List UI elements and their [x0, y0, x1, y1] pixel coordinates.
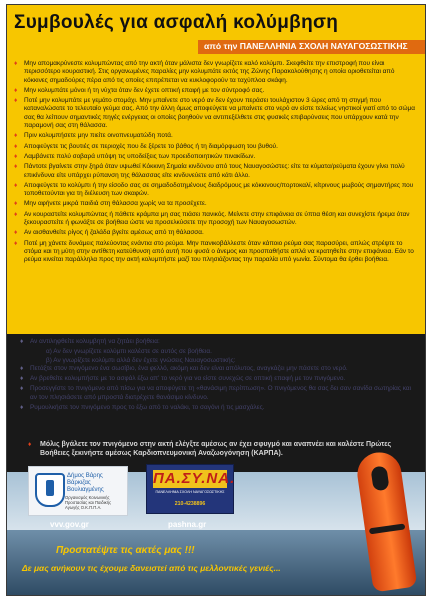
- rescue-tip-item: ♦ Πετάξτε στον πνιγόμενο ένα σωσίβιο, ένα φελλό, ακόμη και δεν είναι απόλυτος, αναγκάζει μην πάσετε στο νερό.: [20, 365, 416, 373]
- slogan-subline: Δε μας ανήκουν τις έχουμε δανειστεί από τις μελλοντικές γενιές...: [22, 563, 281, 573]
- rescue-sub-item: α) Αν δεν γνωρίζετε κολύμπι καλέστε σε αυτός σε βοήθεια.: [46, 348, 212, 356]
- slogan-headline: Προστατέψτε τις ακτές μας !!!: [56, 545, 195, 556]
- tip-item: ♦ Αν κουραστείτε κολυμπώντας ή πάθετε κράμπα μη σας πιάσει πανικός. Μείνετε στην επιφάνεια σε ύπτια θέση και συνεχίστε ήρεμα όταν ξεκουραστείτε ή φωνάξτε σε βοήθεια ώστε να προσελκύσετε την προσοχή των Ναυαγοσωστών.: [14, 211, 418, 228]
- tip-item: ♦ Αποφεύγετε τις βουτιές σε περιοχές που δε ξέρετε το βάθος ή τη διαμόρφωση του βυθού.: [14, 143, 418, 151]
- municipality-title: Βάρης Βάρκιζας Βουλιαγμένης: [67, 473, 104, 493]
- tip-item: ♦ Αν αισθανθείτε ρίγος ή ζαλάδα βγείτε αμέσως από τη θάλασσα.: [14, 229, 418, 237]
- rescue-tip-item: ♦ Αν βρεθείτε κολυμπήστε με το ασφάλ έξω απ' το νερό για να είστε συνεχώς σε οπτική επαφή με τον πνιγόμενο.: [20, 375, 416, 383]
- poster-title: Συμβουλές για ασφαλή κολύμβηση: [14, 12, 339, 33]
- rescue-tube-strap: [369, 523, 405, 534]
- municipality-org-abbr: Ο.Κ.Π.Π.Α.: [80, 505, 102, 510]
- tip-item: ♦ Αποφεύγετε το κολύμπι ή την είσοδο σας σε σημαδοδοτημένους διαδρόμους με κόκκινους/πορτοκαλί, κίτρινους μωβούς σημαντήρες που τοποθετούνται για τη διέλευση των σκαφών.: [14, 182, 418, 199]
- pasyna-phone: 210-4238896: [174, 501, 206, 507]
- rescue-tip-item: ♦ Προσεγγίστε το πνιγόμενο από πίσω για να αποφύγετε τη «θανάσιμη περίπτωση». Ο πνιγόμενος θα σας δει σαν σανίδα σωτηρίας και αν τον πλησιάσετε από μπροστά διατρέχετε θανάσιμο κίνδυνο.: [20, 385, 416, 402]
- rescue-sub-item: β) Αν γνωρίζετε κολύμπι αλλά δεν έχετε γνώσεις Ναυαγοσωστικής:: [46, 356, 236, 364]
- poster-subtitle: από την ΠΑΝΕΛΛΗΝΙΑ ΣΧΟΛΗ ΝΑΥΑΓΟΣΩΣΤΙΚΗΣ: [204, 41, 408, 51]
- tip-item: ♦ Ποτέ μη χάνετε δυνάμεις παλεύοντας ενάντια στο ρεύμα. Μην πανικοβάλλεστε όταν κάποιο ρεύμα σας παρασύρει, απλώς στρέψτε το στόμα και τη μύτη στην αντίθετη κατεύθυνση από αυτή που φυσά ο άνεμος και προσπαθήστε απλά να κρατηθείτε στην επιφάνεια. Εάν το ρεύμα κινείται παράλληλα προς την ακτή κολυμπήστε μαζί του πλησιάζοντας την παραλία υπό γωνία. Σύντομα θα έρθει βοήθεια.: [14, 240, 418, 265]
- tip-item: ♦ Μην απομακρύνεστε κολυμπώντας από την ακτή όταν μάλιστα δεν γνωρίζετε καλό κολύμπι. Σκεφθείτε την επιστροφή που είναι περισσότερο κουραστική. Στις οργανωμένες παραλίες μην κολυμπάτε εκτός της Ζώνης Παρακολούθησης η οποία οριοθετείται από κόκκινες σημαδούρες πέρα από τις οποίες επιτρέπεται να κυκλοφορούν τα ταχύπλοα σκάφη.: [14, 60, 418, 85]
- rescue-tip-item: ♦ Αν αντιληφθείτε κολυμβητή να ζητάει βοήθεια:: [20, 338, 416, 346]
- rescue-tips-list: [20, 338, 416, 414]
- pasyna-wordmark: ΠΑ.ΣΥ.ΝΑ.: [153, 470, 236, 487]
- municipality-url[interactable]: vvv.gov.gr: [50, 520, 89, 529]
- municipality-name: [67, 473, 125, 494]
- rescue-tip-item: ♦ Ρυμουλκήστε τον πνιγόμενο προς το έξω από το ναλάκι, το σαγόνι ή τις μασχάλες.: [20, 404, 416, 412]
- tip-item: ♦ Μην αφήνετε μικρά παιδιά στη θάλασσα χωρίς να τα προσέχετε.: [14, 200, 418, 208]
- pasyna-fullname: ΠΑΝΕΛΛΗΝΙΑ ΣΧΟΛΗ ΝΑΥΑΓΟΣΩΣΤΙΚΗΣ: [155, 490, 225, 494]
- tips-list: [14, 60, 418, 267]
- municipality-prefix: Δήμος: [67, 473, 85, 479]
- pasyna-logo: [146, 464, 234, 514]
- tip-item: ♦ Ποτέ μην κολυμπάτε με γεμάτο στομάχι. Μην μπαίνετε στο νερό αν δεν έχουν περάσει τουλάχιστον 3 ώρες από τη στιγμή που καταναλώσατε το τελευταίο γεύμα σας. Από την άλλη όμως αποφεύγετε να μπαίνετε στο νερό αν είστε τελείως νηστικοί γιατί από το σώμα σας θα λείπουν σημαντικές πηγές ενέργειας οι οποίες βοηθούν να αντιπεξέλθετε στις φυσικές επιβαρύνσεις που υπάρχουν κατά την παραμονή σας στη θάλασσα.: [14, 97, 418, 130]
- cpr-note: ♦ Μόλις βγάλετε τον πνιγόμενο στην ακτή ελέγξτε αμέσως αν έχει σφυγμό και αναπνέει και καλέστε Πρώτες Βοήθειες ξεκινήστε αμέσως Καρδιοπνευμονική Αναζωογόνηση (ΚΑΡΠΑ).: [40, 440, 416, 458]
- municipality-org-name: Οργανισμός Κοινωνικής Προστασίας και Παιδικής Αγωγής: [65, 495, 112, 510]
- tip-item: ♦ Μην κολυμπάτε μόνοι ή τη νύχτα όταν δεν έχετε οπτική επαφή με τον σύντροφό σας.: [14, 87, 418, 95]
- tip-item: ♦ Πριν κολυμπήσετε μην πιείτε οινοπνευματώδη ποτά.: [14, 132, 418, 140]
- tip-item: ♦ Πάντοτε βγαίνετε στην ξηρά όταν υψωθεί Κόκκινη Σημαία κινδύνου από τους Ναυαγοσώστες: είτε τα κύματα/ρεύματα έχουν γίνει πολύ επικίνδυνα είτε υπάρχει ρύπανση της θάλασσας είτε κινδυνεύετε από κάτι άλλο.: [14, 163, 418, 180]
- tip-item: ♦ Λαμβάνετε πολύ σοβαρά υπόψη τις υποδείξεις των προειδοποιητικών πινακίδων.: [14, 153, 418, 161]
- municipality-organization: [65, 495, 125, 510]
- pasyna-url[interactable]: pashna.gr: [168, 520, 207, 529]
- municipality-logo: [28, 466, 128, 516]
- municipality-emblem-icon: [35, 473, 65, 507]
- rescue-tube-handle: [370, 465, 389, 491]
